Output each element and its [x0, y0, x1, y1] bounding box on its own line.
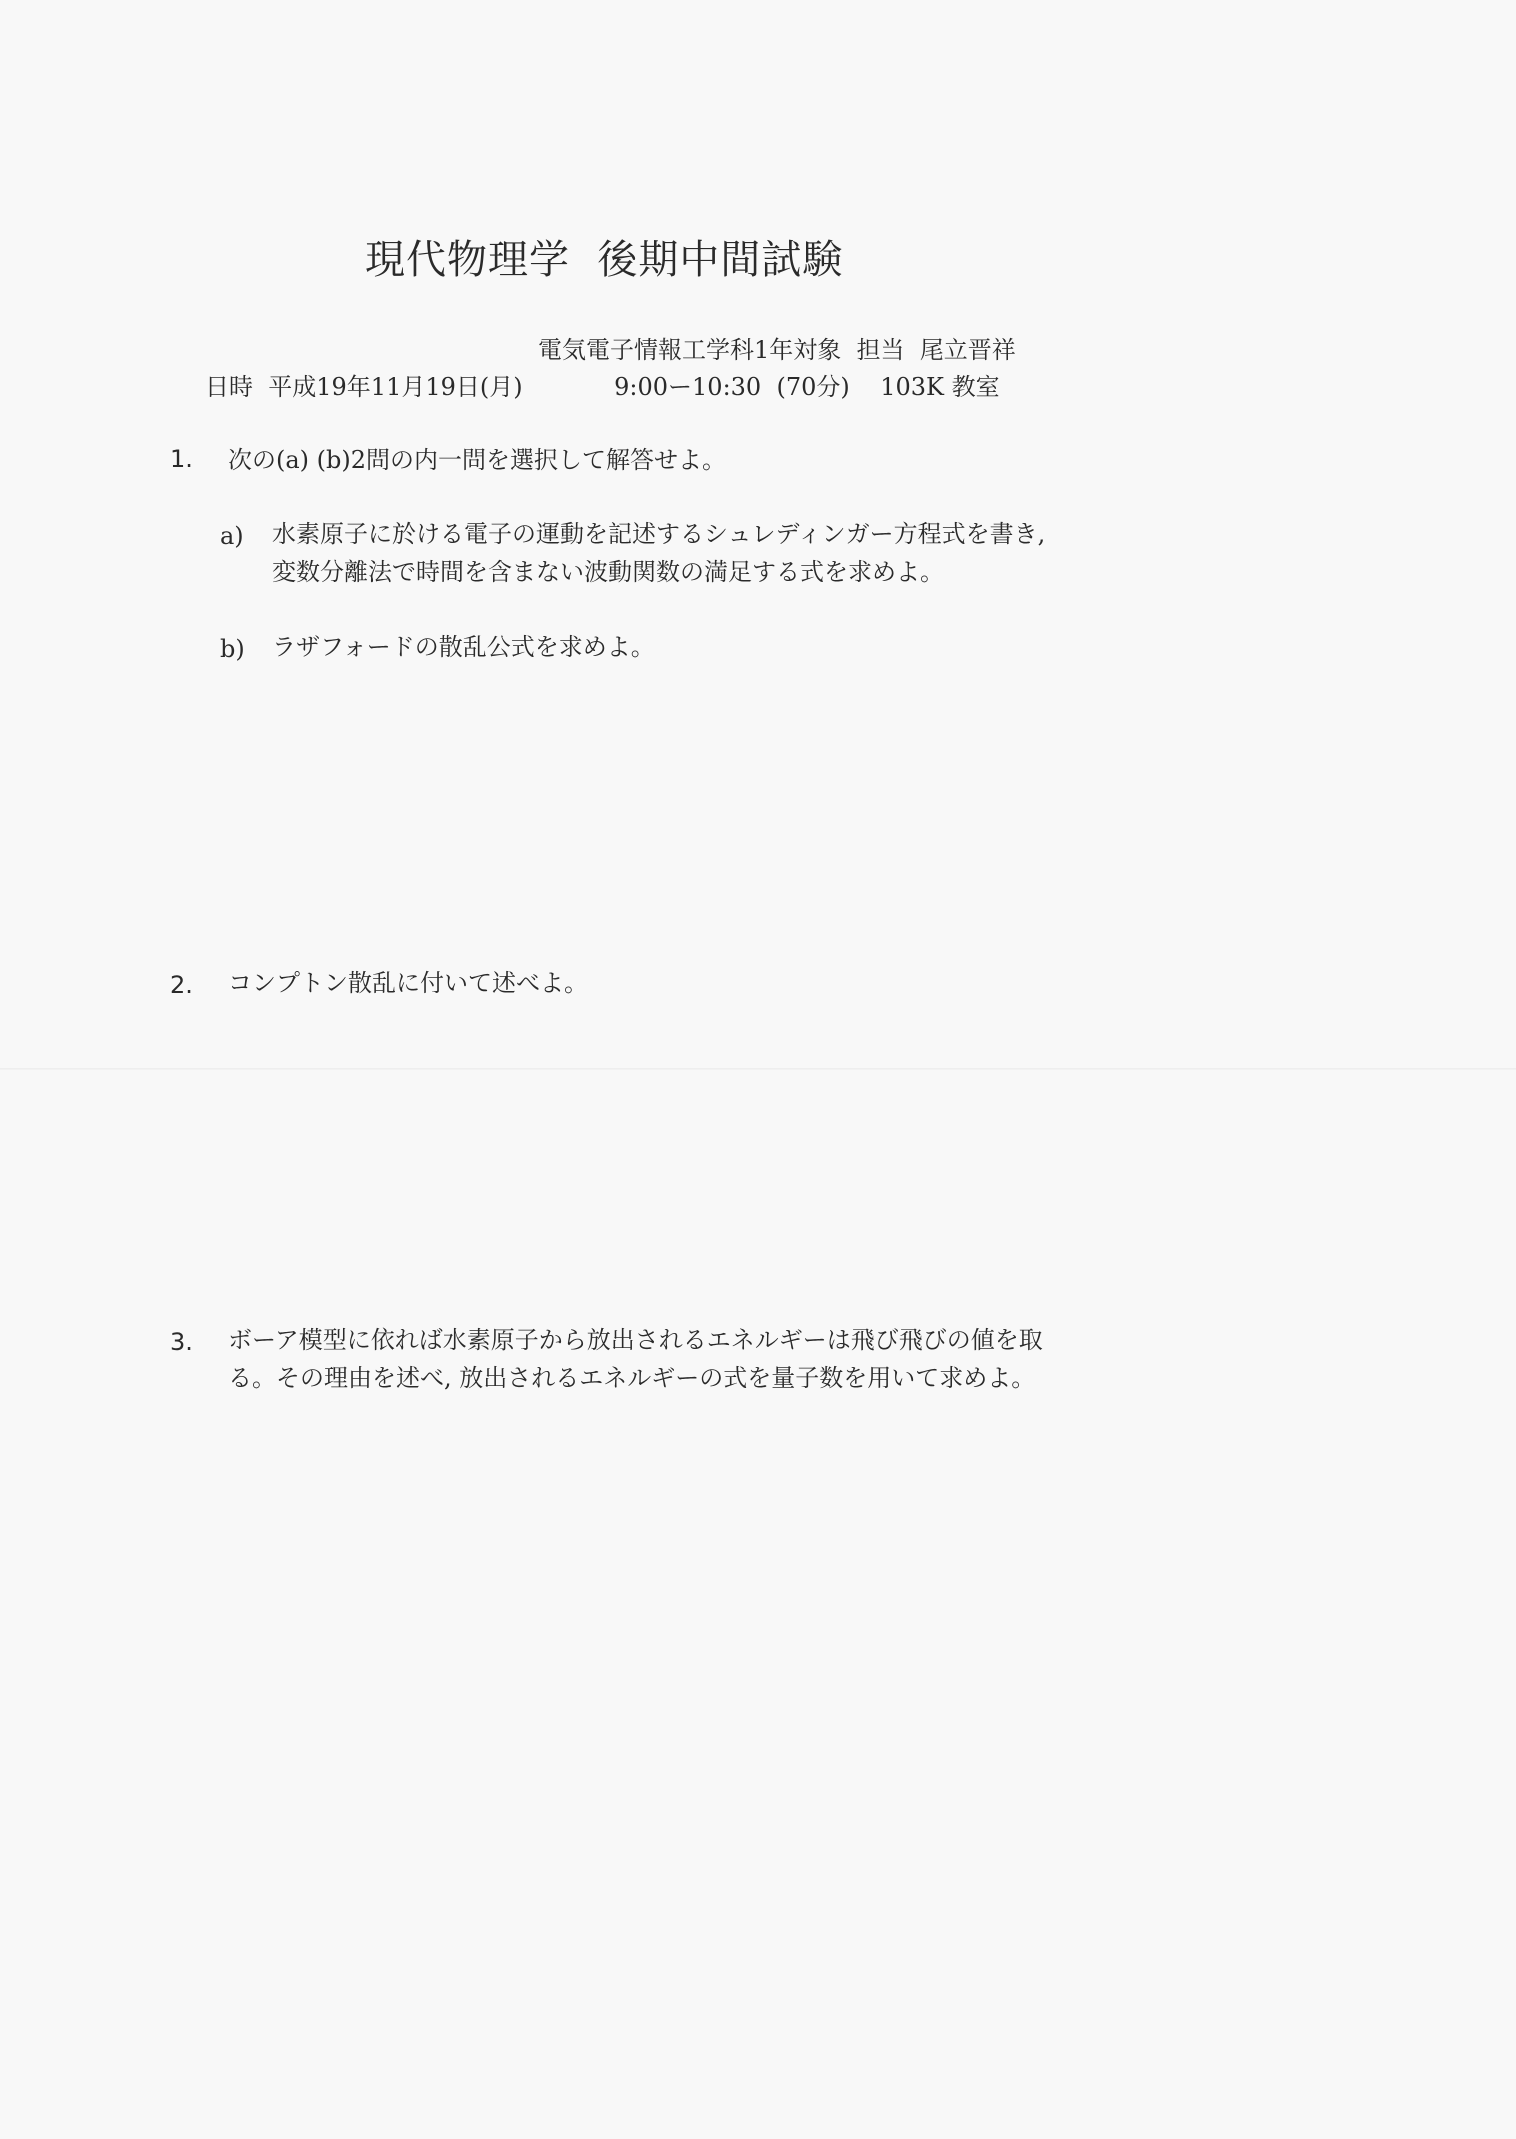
question-1b-label: b) [220, 635, 245, 663]
exam-datetime: 日時 平成19年11月19日(月) 9:00ー10:30 (70分) 103K 教室 [205, 373, 1000, 401]
question-3-line-1: ボーア模型に依れば水素原子から放出されるエネルギーは飛び飛びの値を取 [228, 1326, 1043, 1354]
exam-subtitle: 電気電子情報工学科1年対象 担当 尾立晋祥 [538, 336, 1016, 364]
question-1a-line-2: 変数分離法で時間を含まない波動関数の満足する式を求めよ。 [272, 558, 944, 586]
question-1a-label: a) [220, 522, 244, 550]
question-1a-line-1: 水素原子に於ける電子の運動を記述するシュレディンガー方程式を書き, [272, 520, 1046, 548]
question-1-number: 1. [170, 445, 193, 473]
paper-fold-line [0, 1068, 1516, 1070]
question-3-line-2: る。その理由を述べ, 放出されるエネルギーの式を量子数を用いて求めよ。 [228, 1364, 1036, 1392]
question-2-text: コンプトン散乱に付いて述べよ。 [228, 969, 588, 997]
question-1-text: 次の(a) (b)2問の内一問を選択して解答せよ。 [228, 446, 727, 474]
question-1b-line-1: ラザフォードの散乱公式を求めよ。 [272, 633, 655, 661]
question-3-number: 3. [170, 1328, 193, 1356]
question-2-number: 2. [170, 971, 193, 999]
exam-title: 現代物理学 後期中間試験 [365, 237, 844, 283]
